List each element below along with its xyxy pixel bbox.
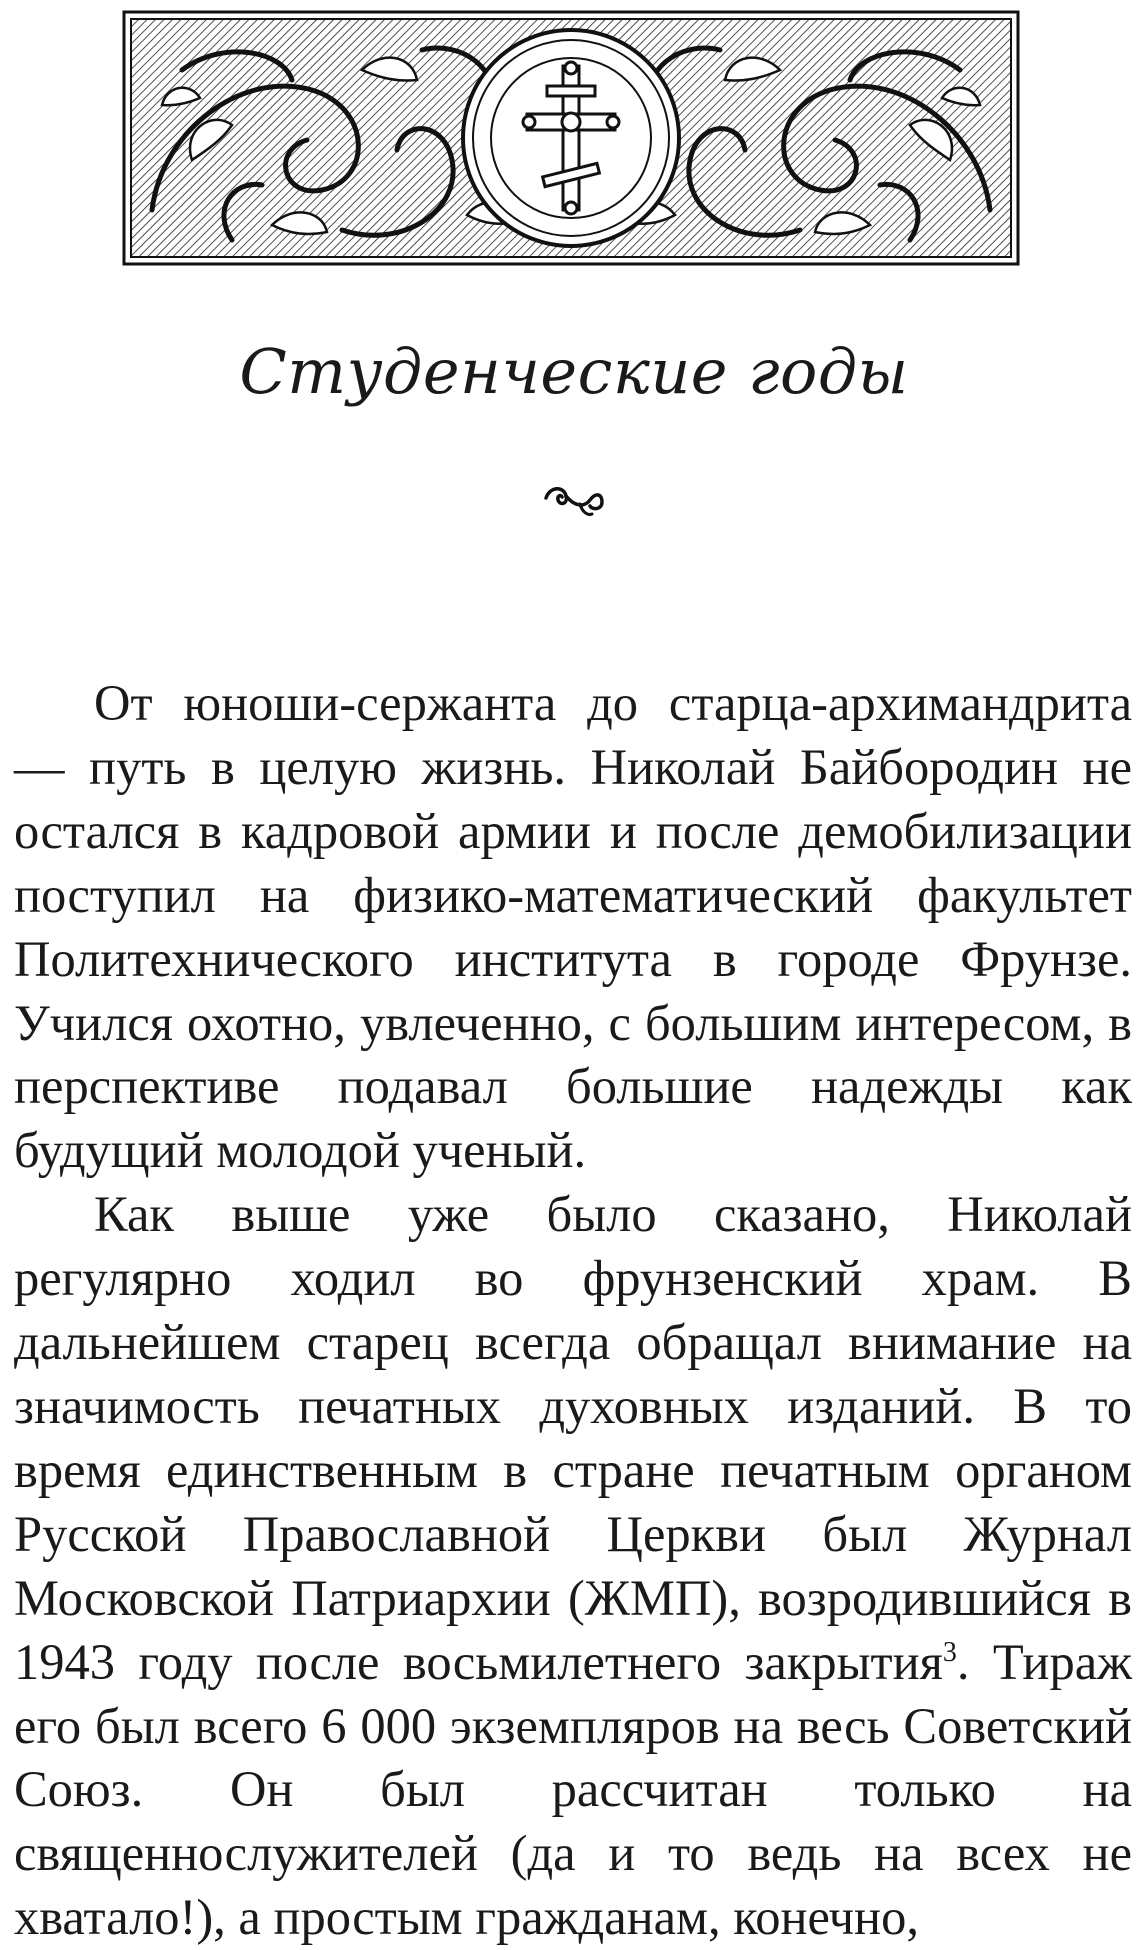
paragraph-2-text-before: Как выше уже было сказано, Николай регулярно ходил во фрунзенский храм. В дальнейшем старец всегда обращал внимание на значимость печатных духовных изданий. В то время единственным в стране печатным органом Русской Православной Церкви был Журнал Московской Патриархии (ЖМП), возродившийся в 1943 году после восьмилетнего закрытия xyxy=(14,1186,1132,1690)
header-ornament xyxy=(122,10,1020,266)
body-text xyxy=(14,672,1132,1950)
paragraph-2 xyxy=(14,1183,1132,1950)
paragraph-2-text-after: . Тираж его был всего 6 000 экземпляров на весь Советский Союз. Он был рассчитан только на священнослужителей (да и то ведь на всех не хватало!), а простым гражданам, конечно, xyxy=(14,1633,1133,1946)
paragraph-1: От юноши-сержанта до старца-архимандрита — путь в целую жизнь. Николай Байбородин не остался в кадровой армии и после демобилизации поступил на физико-математический факультет Политехнического института в городе Фрунзе. Учился охотно, увлеченно, с большим интересом, в перспективе подавал большие надежды как будущий молодой ученый. xyxy=(14,675,1132,1179)
fleuron-icon xyxy=(540,480,608,520)
chapter-title: Студенческие годы xyxy=(239,335,909,408)
footnote-reference[interactable]: 3 xyxy=(942,1636,957,1668)
